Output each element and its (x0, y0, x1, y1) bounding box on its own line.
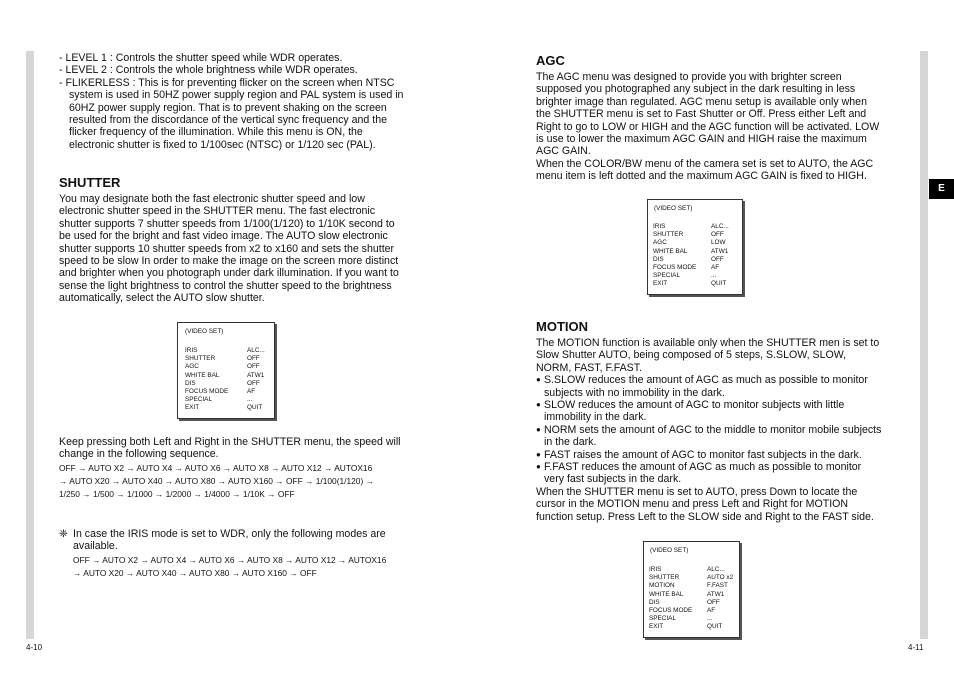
text-line: speed to be slow In order to make the image on the screen more distinct (59, 255, 399, 268)
text-line: the SHUTTER menu is set to Fast Shutter or Off. Press either Left and (536, 108, 867, 121)
text-line: supposed you photographed any subject in the dark resulting in less (536, 83, 856, 96)
menu-row: SPECIAL ... (653, 272, 717, 280)
bullet-icon: ● (536, 375, 541, 385)
agc-heading: AGC (536, 53, 565, 68)
menu-row: EXIT QUIT (185, 404, 263, 412)
text-line: function setup. Press Left to the SLOW side and Right to the FAST side. (536, 510, 874, 523)
shutter-sequence (59, 462, 424, 501)
bullet-line: F.FAST reduces the amount of AGC as much as possible to monitor (544, 461, 862, 474)
text-line: menu item is left dotted and the maximum AGC GAIN is fixed to HIGH. (536, 170, 867, 183)
bullet-line: NORM sets the amount of AGC to the middle to monitor mobile subjects (544, 423, 882, 436)
sequence-line: → AUTO X20 → AUTO X40 → AUTO X80 → AUTO X160 → OFF (73, 568, 317, 578)
text-line: change in the following sequence. (59, 448, 219, 461)
menu-row: IRIS ALC... (649, 566, 725, 573)
menu-title: (VIDEO SET) (650, 547, 689, 554)
menu-title: (VIDEO SET) (185, 328, 224, 335)
sequence-line: OFF → AUTO X2 → AUTO X4 → AUTO X6 → AUTO X8 → AUTO X12 → AUTOX16 (73, 555, 387, 565)
menu-row: DIS OFF (185, 379, 260, 387)
bullet-icon: ● (536, 449, 541, 459)
agc-menu-screen (647, 199, 743, 295)
text-line: When the SHUTTER menu is set to AUTO, press Down to locate the (536, 485, 858, 498)
text-line: Keep pressing both Left and Right in the SHUTTER menu, the speed will (59, 436, 401, 448)
text-line: Slow Shutter AUTO, being composed of 5 steps, S.SLOW, SLOW, (536, 349, 847, 362)
menu-row: SHUTTER OFF (653, 231, 724, 239)
bullet-line: in the dark. (544, 436, 597, 449)
list-item (536, 399, 896, 424)
sequence-line: 1/250 → 1/500 → 1/1000 → 1/2000 → 1/4000 → 1/10K → OFF (59, 489, 295, 499)
bullet-line: FAST raises the amount of AGC to monitor fast subjects in the dark. (544, 448, 862, 461)
left-margin-bar (26, 51, 34, 639)
text-line: In case the IRIS mode is set to WDR, only the following modes are (73, 528, 386, 540)
text-line: available. (73, 540, 118, 553)
menu-row: MOTION F.FAST (649, 582, 728, 590)
menu-title: (VIDEO SET) (654, 205, 693, 212)
menu-row: EXIT QUIT (653, 280, 727, 288)
menu-row: SPECIAL ... (185, 396, 253, 404)
menu-row: SHUTTER AUTO x2 (649, 574, 734, 582)
section-tab-e: E (929, 179, 954, 199)
menu-row: EXIT QUIT (649, 623, 723, 631)
list-item (536, 461, 896, 486)
text-line: brighter image than regulated. AGC menu setup is available only when (536, 95, 867, 108)
text-line: shutter supports 7 shutter speeds from 1/100(1/120) to 1/10K second to (59, 217, 395, 230)
text-line: The MOTION function is available only when the SHUTTER men is set to (536, 337, 880, 349)
menu-row: IRIS ALC... (185, 347, 265, 354)
page-number-right: 4-11 (908, 643, 924, 652)
intro-line: - FLIKERLESS : This is for preventing flicker on the screen when NTSC (59, 76, 395, 89)
page-number-left: 4-10 (26, 643, 43, 652)
shutter-menu-screen (177, 322, 275, 419)
note-paragraph (73, 528, 423, 553)
press-paragraph (59, 436, 424, 461)
menu-row: SPECIAL ... (649, 615, 713, 623)
text-line: is use to lower the maximum AGC GAIN and HIGH raise the maximum (536, 133, 867, 146)
intro-line: system is used in 50HZ power supply region and PAL system is used in (69, 89, 404, 102)
text-line: You may designate both the fast electronic shutter speed and low (59, 193, 365, 205)
note-symbol: ❈ (59, 528, 68, 540)
bullet-icon: ● (536, 462, 541, 472)
menu-row: WHITE BAL ATW1 (185, 371, 265, 379)
sequence-line: → AUTO X20 → AUTO X40 → AUTO X80 → AUTO X160 → OFF → 1/100(1/120) → (59, 476, 374, 486)
bullet-line: S.SLOW reduces the amount of AGC as much as possible to monitor (544, 374, 868, 387)
text-line: shutter supports 10 shutter speeds from x2 to x160 and sets the shutter (59, 242, 395, 255)
intro-list (59, 52, 424, 151)
text-line: automatically, select the AUTO slow shutter. (59, 292, 265, 305)
text-line: AGC GAIN. (536, 145, 591, 158)
bullet-icon: ● (536, 400, 541, 410)
bullet-line: subjects with no immobility in the dark. (544, 386, 725, 399)
bullet-line: very fast subjects in the dark. (544, 473, 682, 486)
motion-heading: MOTION (536, 319, 588, 334)
text-line: be used for the bright and fast video image. The AUTO slow electronic (59, 230, 388, 243)
menu-row: SHUTTER OFF (185, 355, 260, 363)
bullet-line: SLOW reduces the amount of AGC to monitor subjects with little (544, 399, 845, 412)
intro-line: 60HZ power supply region. That is to prevent shaking on the screen (69, 101, 387, 114)
list-item (536, 424, 896, 449)
agc-paragraph (536, 71, 896, 183)
intro-line: - LEVEL 1 : Controls the shutter speed while WDR operates. (59, 52, 343, 64)
intro-line: electronic shutter is fixed to 1/100sec (NTSC) or 1/120 sec (PAL). (69, 138, 376, 151)
menu-row: AGC OFF (185, 363, 260, 371)
right-margin-bar (920, 51, 928, 639)
text-line: electronic shutter speed in the SHUTTER menu. The fast electronic (59, 205, 375, 218)
list-item (536, 449, 896, 461)
menu-row: DIS OFF (649, 598, 720, 606)
bullet-line: immobility in the dark. (544, 411, 647, 424)
menu-row: WHITE BAL ATW1 (653, 247, 729, 255)
text-line: The AGC menu was designed to provide you with brighter screen (536, 71, 842, 83)
shutter-heading: SHUTTER (59, 175, 121, 190)
menu-row: DIS OFF (653, 255, 724, 263)
menu-row: AGC LOW (653, 239, 726, 247)
wdr-sequence (73, 554, 423, 580)
menu-row: IRIS ALC... (653, 223, 729, 230)
motion-paragraph (536, 337, 896, 523)
sequence-line: OFF → AUTO X2 → AUTO X4 → AUTO X6 → AUTO X8 → AUTO X12 → AUTOX16 (59, 463, 373, 473)
bullet-icon: ● (536, 424, 541, 434)
menu-row: FOCUS MODE AF (185, 387, 256, 395)
menu-row: FOCUS MODE AF (653, 263, 720, 271)
text-line: NORM, FAST, F.FAST. (536, 361, 642, 374)
text-line: When the COLOR/BW menu of the camera set is set to AUTO, the AGC (536, 157, 874, 170)
menu-row: WHITE BAL ATW1 (649, 590, 725, 598)
menu-row: FOCUS MODE AF (649, 606, 716, 614)
text-line: cursor in the MOTION menu and press Left and Right for MOTION (536, 498, 849, 511)
text-line: and brighter when you photograph under dark illumination. If you want to (59, 267, 399, 280)
intro-line: flicker frequency of the illumination. While this menu is ON, the (69, 126, 363, 139)
list-item (536, 374, 896, 399)
intro-line: - LEVEL 2 : Controls the whole brightness while WDR operates. (59, 64, 358, 77)
motion-menu-screen (643, 541, 740, 638)
text-line: Right to go to LOW or HIGH and the AGC function will be activated. LOW (536, 120, 880, 133)
text-line: sense the light brightness to control the shutter speed to the brightness (59, 279, 392, 292)
shutter-paragraph (59, 193, 424, 305)
intro-line: resulted from the discordance of the vertical sync frequency and the (69, 114, 387, 127)
